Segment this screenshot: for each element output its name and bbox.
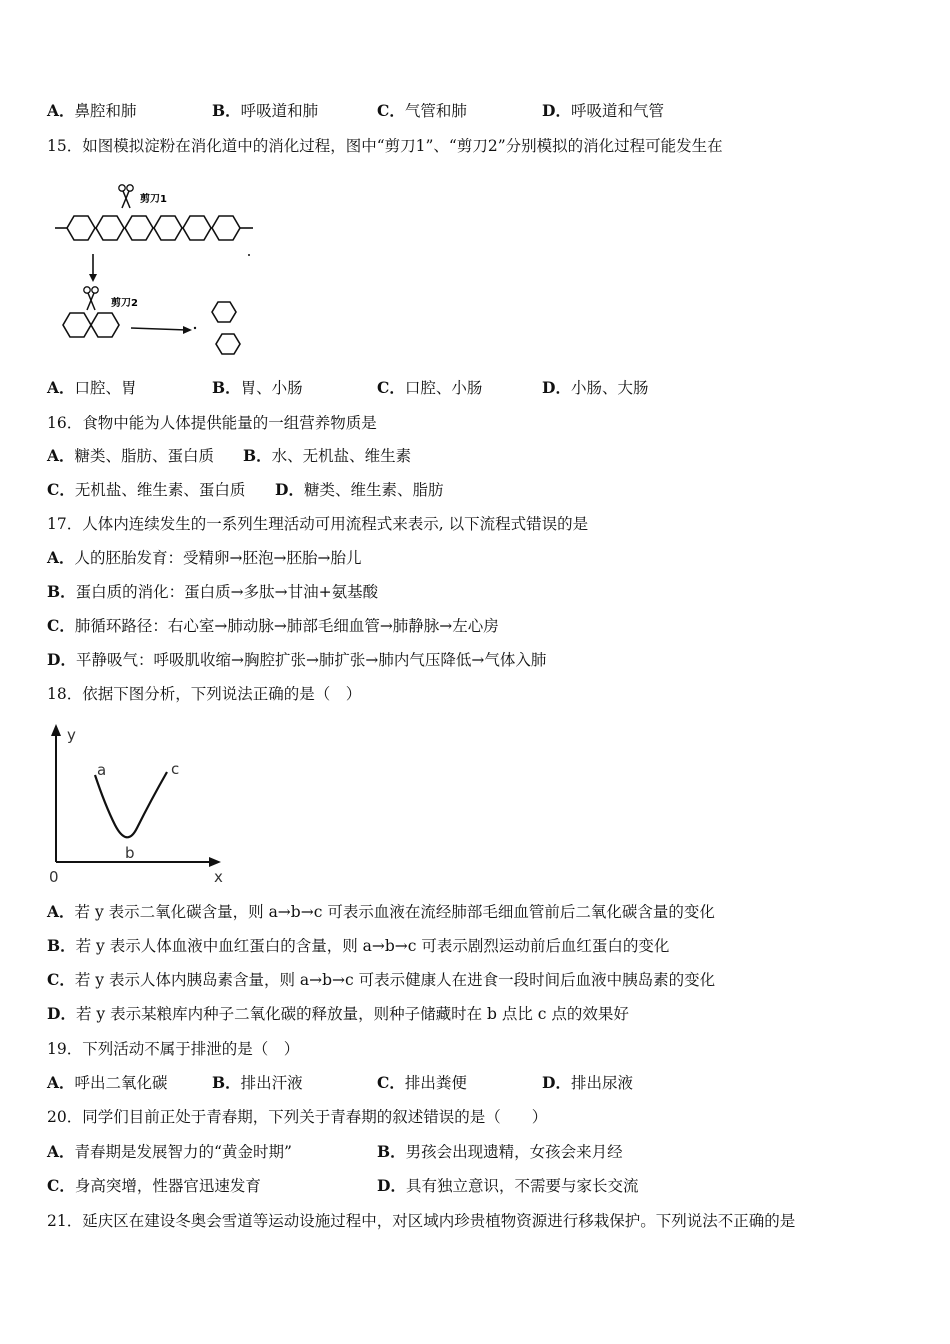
q19-option-a: A．呼出二氧化碳: [47, 1073, 168, 1092]
point-b-label: b: [125, 844, 135, 862]
q19-stem: 19．下列活动不属于排泄的是（ ）: [47, 1040, 300, 1058]
q18-stem: 18．依据下图分析，下列说法正确的是（ ）: [47, 685, 362, 703]
q16-stem: 16．食物中能为人体提供能量的一组营养物质是: [47, 414, 377, 432]
origin-label: 0: [49, 868, 59, 885]
scissors-1-icon: [119, 185, 133, 208]
q20-option-d: D．具有独立意识，不需要与家长交流: [377, 1176, 639, 1195]
q18-option-c: C．若 y 表示人体内胰岛素含量，则 a→b→c 可表示健康人在进食一段时间后血液中胰岛素的变化: [47, 970, 716, 989]
point-a-label: a: [97, 761, 107, 779]
q17-option-b: B．蛋白质的消化：蛋白质→多肽→甘油+氨基酸: [47, 582, 379, 601]
q19-option-b: B．排出汗液: [212, 1073, 303, 1092]
q16-option-d: D．糖类、维生素、脂肪: [275, 480, 444, 499]
x-axis-label: x: [214, 868, 223, 885]
q20-option-c: C．身高突增，性器官迅速发育: [47, 1176, 261, 1195]
q17-stem: 17．人体内连续发生的一系列生理活动可用流程式来表示, 以下流程式错误的是: [47, 515, 589, 533]
scissors-2-label: 剪刀2: [111, 298, 138, 309]
q16-option-c: C．无机盐、维生素、蛋白质: [47, 480, 246, 499]
q16-option-b: B．水、无机盐、维生素: [243, 446, 412, 465]
u-curve: [95, 772, 167, 837]
q16-option-a: A．糖类、脂肪、蛋白质: [47, 446, 215, 465]
y-axis-label: y: [67, 726, 76, 744]
q20-option-b: B．男孩会出现遗精，女孩会来月经: [377, 1142, 623, 1161]
scissors-2-icon: [84, 287, 98, 310]
q15-option-a: A．口腔、胃: [47, 378, 137, 397]
q18-option-a: A．若 y 表示二氧化碳含量，则 a→b→c 可表示血液在流经肺部毛细血管前后二氧化碳含量的变化: [47, 902, 715, 921]
q17-option-d: D．平静吸气：呼吸肌收缩→胸腔扩张→肺扩张→肺内气压降低→气体入肺: [47, 650, 547, 669]
point-c-label: c: [171, 760, 180, 778]
q18-option-b: B．若 y 表示人体血液中血红蛋白的含量，则 a→b→c 可表示剧烈运动前后血红蛋白的变化: [47, 936, 670, 955]
q17-option-c: C．肺循环路径：右心室→肺动脉→肺部毛细血管→肺静脉→左心房: [47, 616, 499, 635]
q19-option-d: D．排出尿液: [542, 1073, 633, 1092]
q14-option-a: A．鼻腔和肺: [47, 101, 137, 120]
q15-stem: 15．如图模拟淀粉在消化道中的消化过程，图中“剪刀1”、“剪刀2”分别模拟的消化过程可能发生在: [47, 137, 723, 155]
q14-option-d: D．呼吸道和气管: [542, 101, 664, 120]
q18-curve-graph: [45, 720, 235, 885]
q15-option-b: B．胃、小肠: [212, 378, 303, 397]
q14-option-b: B．呼吸道和肺: [212, 101, 319, 120]
q21-stem: 21．延庆区在建设冬奥会雪道等运动设施过程中，对区域内珍贵植物资源进行移栽保护。下列说法不正确的是: [47, 1212, 796, 1230]
q19-option-c: C．排出粪便: [377, 1073, 467, 1092]
q14-option-c: C．气管和肺: [377, 101, 467, 120]
scissors-1-label: 剪刀1: [140, 194, 167, 205]
q18-option-d: D．若 y 表示某粮库内种子二氧化碳的释放量，则种子储藏时在 b 点比 c 点的效果好: [47, 1004, 629, 1023]
q17-option-a: A．人的胚胎发育：受精卵→胚泡→胚胎→胎儿: [47, 548, 362, 567]
q20-option-a: A．青春期是发展智力的“黄金时期”: [47, 1142, 292, 1161]
q20-stem: 20．同学们目前正处于青春期，下列关于青春期的叙述错误的是（ ）: [47, 1108, 548, 1126]
q15-option-c: C．口腔、小肠: [377, 378, 483, 397]
starch-digestion-figure: [55, 178, 265, 363]
q15-option-d: D．小肠、大肠: [542, 378, 649, 397]
